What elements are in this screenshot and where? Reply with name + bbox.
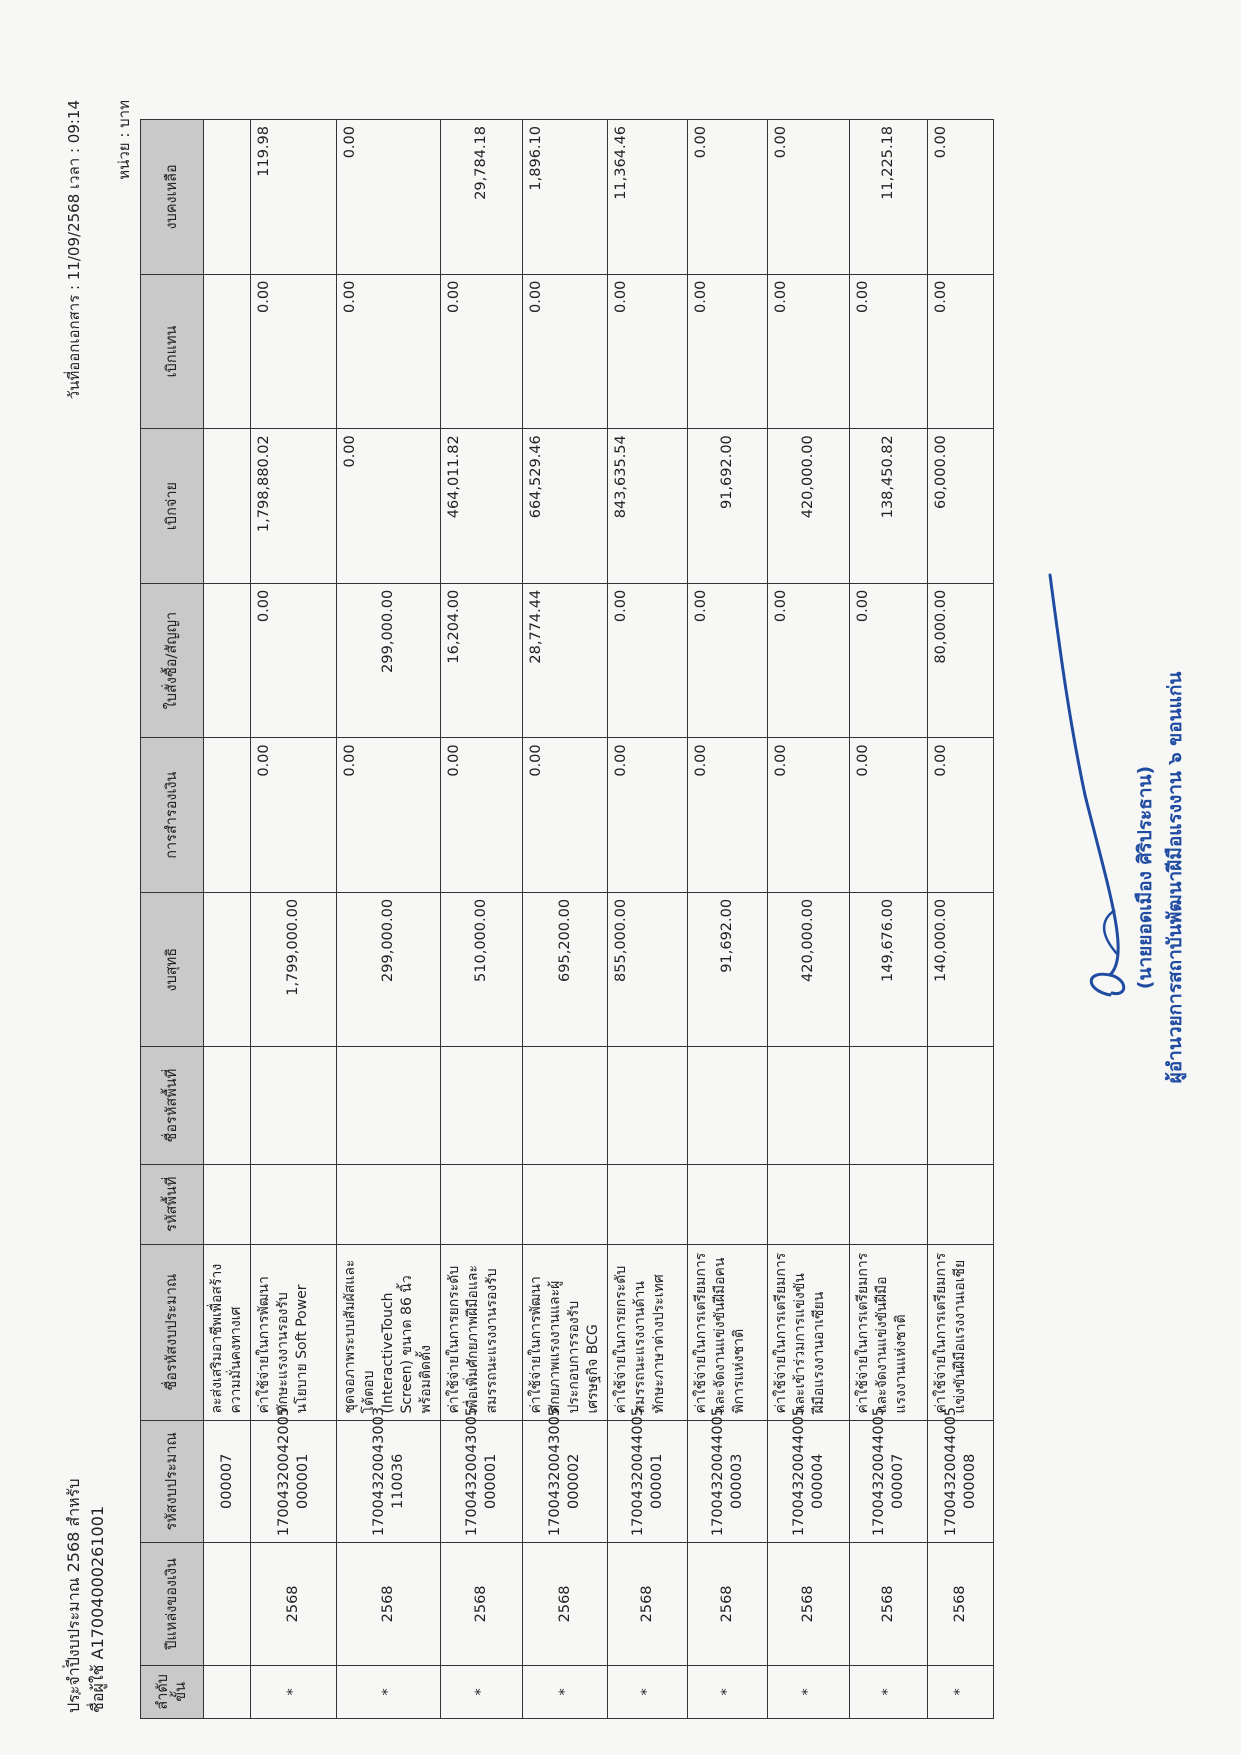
col-header-net-budget: งบสุทธิ <box>141 892 204 1047</box>
disbursed-cell: 138,450.82 <box>850 429 928 584</box>
reserve-cell: 0.00 <box>688 738 768 893</box>
row-marker: * <box>523 1665 608 1718</box>
budget-code-cell: 17004320042005 000001 <box>251 1420 337 1543</box>
disbursed-cell: 843,635.54 <box>608 429 688 584</box>
balance-cell: 0.00 <box>688 120 768 275</box>
area-name-cell <box>850 1047 928 1164</box>
area-name-cell <box>928 1047 994 1164</box>
balance-cell: 11,225.18 <box>850 120 928 275</box>
col-header-substitute: เบิกแทน <box>141 274 204 429</box>
substitute-cell: 0.00 <box>928 274 994 429</box>
row-marker: * <box>608 1665 688 1718</box>
balance-cell: 0.00 <box>928 120 994 275</box>
user-id-line: ชื่อผู้ใช้ A17004000261001 <box>88 1505 107 1713</box>
po-cell: 0.00 <box>251 583 337 738</box>
table-row <box>850 120 928 1719</box>
balance-cell: 1,896.10 <box>523 120 608 275</box>
po-cell: 299,000.00 <box>337 583 441 738</box>
area-name-cell <box>768 1047 850 1164</box>
col-header-area-code: รหัสพื้นที่ <box>141 1164 204 1244</box>
disbursed-cell: 60,000.00 <box>928 429 994 584</box>
budget-name-cell: ค่าใช้จ่ายในการพัฒนาทักษะแรงงานรองรับนโยบาย Soft Power <box>251 1244 337 1420</box>
year-cell: 2568 <box>251 1543 337 1666</box>
area-name-cell <box>251 1047 337 1164</box>
col-header-po: ใบสั่งซื้อ/สัญญา <box>141 583 204 738</box>
table-row <box>441 120 523 1719</box>
document-date: วันที่ออกเอกสาร : 11/09/2568 เวลา : 09:14 <box>65 100 83 400</box>
budget-code-cell: 17004320044005 000008 <box>928 1420 994 1543</box>
net-budget-cell: 91,692.00 <box>688 892 768 1047</box>
balance-cell: 11,364.46 <box>608 120 688 275</box>
area-code-cell <box>688 1164 768 1244</box>
substitute-cell: 0.00 <box>768 274 850 429</box>
budget-table <box>140 119 994 1719</box>
reserve-cell: 0.00 <box>337 738 441 893</box>
year-cell: 2568 <box>768 1543 850 1666</box>
area-code-cell <box>251 1164 337 1244</box>
reserve-cell: 0.00 <box>608 738 688 893</box>
area-name-cell <box>608 1047 688 1164</box>
disbursed-cell: 0.00 <box>337 429 441 584</box>
balance-cell: 119.98 <box>251 120 337 275</box>
budget-name-cell: ค่าใช้จ่ายในการเตรียมการและจัดงานแข่งขันฝีมือแรงงานแห่งชาติ <box>850 1244 928 1420</box>
area-code-cell <box>523 1164 608 1244</box>
disbursed-cell: 664,529.46 <box>523 429 608 584</box>
row-marker: * <box>688 1665 768 1718</box>
year-cell: 2568 <box>850 1543 928 1666</box>
col-header-year: ปีแหล่งของเงิน <box>141 1543 204 1666</box>
budget-name-cell: ค่าใช้จ่ายในการยกระดับเพื่อเพิ่มศักยภาพฝีมือและสมรรถนะแรงงานรองรับ <box>441 1244 523 1420</box>
substitute-cell: 0.00 <box>688 274 768 429</box>
signer-title: ผู้อำนวยการสถาบันพัฒนาฝีมือแรงงาน ๖ ขอนแก่น <box>1164 671 1186 1084</box>
col-header-budget-code: รหัสงบประมาณ <box>141 1420 204 1543</box>
balance-cell: 29,784.18 <box>441 120 523 275</box>
disbursed-cell: 464,011.82 <box>441 429 523 584</box>
col-header-balance: งบคงเหลือ <box>141 120 204 275</box>
table-row <box>608 120 688 1719</box>
net-budget-cell: 420,000.00 <box>768 892 850 1047</box>
substitute-cell: 0.00 <box>251 274 337 429</box>
col-header-budget-name: ชื่อรหัสงบประมาณ <box>141 1244 204 1420</box>
signature-block <box>1130 0 1190 1755</box>
budget-name-cell: ค่าใช้จ่ายในการเตรียมการและจัดงานแข่งขันฝีมือคนพิการแห่งชาติ <box>688 1244 768 1420</box>
row-marker: * <box>928 1665 994 1718</box>
po-cell: 0.00 <box>850 583 928 738</box>
po-cell: 0.00 <box>608 583 688 738</box>
table-row <box>688 120 768 1719</box>
net-budget-cell: 855,000.00 <box>608 892 688 1047</box>
area-name-cell <box>337 1047 441 1164</box>
po-cell: 80,000.00 <box>928 583 994 738</box>
budget-code-cell: 17004320044005 000003 <box>688 1420 768 1543</box>
year-cell: 2568 <box>928 1543 994 1666</box>
table-row <box>928 120 994 1719</box>
fiscal-year-line: ประจำปีงบประมาณ 2568 สำหรับ <box>64 1478 83 1713</box>
net-budget-cell: 299,000.00 <box>337 892 441 1047</box>
area-code-cell <box>337 1164 441 1244</box>
budget-code-cell: 17004320043005 000001 <box>441 1420 523 1543</box>
area-code-cell <box>441 1164 523 1244</box>
budget-name-cell: ค่าใช้จ่ายในการเตรียมการแข่งขันฝีมือแรงงานเอเชีย <box>928 1244 994 1420</box>
net-budget-cell: 1,799,000.00 <box>251 892 337 1047</box>
col-header-area-name: ชื่อรหัสพื้นที่ <box>141 1047 204 1164</box>
disbursed-cell: 1,798,880.02 <box>251 429 337 584</box>
disbursed-cell: 91,692.00 <box>688 429 768 584</box>
col-header-order: ลำดับขั้น <box>141 1665 204 1718</box>
table-row <box>337 120 441 1719</box>
balance-cell: 0.00 <box>337 120 441 275</box>
area-name-cell <box>441 1047 523 1164</box>
area-code-cell <box>608 1164 688 1244</box>
po-cell: 16,204.00 <box>441 583 523 738</box>
budget-code-cell: 000007 <box>204 1420 251 1543</box>
reserve-cell: 0.00 <box>523 738 608 893</box>
reserve-cell: 0.00 <box>850 738 928 893</box>
table-row <box>523 120 608 1719</box>
year-cell: 2568 <box>523 1543 608 1666</box>
row-marker: * <box>768 1665 850 1718</box>
year-cell: 2568 <box>337 1543 441 1666</box>
budget-name-cell: ชุดจอภาพระบบสัมผัสและโต้ตอบ (InteractiveTouch Screen) ขนาด 86 นิ้ว พร้อมติดตั้ง <box>337 1244 441 1420</box>
budget-code-cell: 17004320044005 000001 <box>608 1420 688 1543</box>
substitute-cell: 0.00 <box>608 274 688 429</box>
reserve-cell: 0.00 <box>768 738 850 893</box>
reserve-cell: 0.00 <box>928 738 994 893</box>
report-header-right <box>62 100 86 399</box>
table-row <box>768 120 850 1719</box>
disbursed-cell: 420,000.00 <box>768 429 850 584</box>
substitute-cell: 0.00 <box>523 274 608 429</box>
budget-name-cell: ละส่งเสริมอาชีพเพื่อสร้างความมั่นคงทางเศ <box>204 1244 251 1420</box>
unit-label: หน่วย : บาท <box>115 100 133 180</box>
budget-code-cell: 17004320044005 000007 <box>850 1420 928 1543</box>
substitute-cell: 0.00 <box>337 274 441 429</box>
row-marker: * <box>441 1665 523 1718</box>
area-code-cell <box>850 1164 928 1244</box>
net-budget-cell: 149,676.00 <box>850 892 928 1047</box>
net-budget-cell: 695,200.00 <box>523 892 608 1047</box>
col-header-disbursed: เบิกจ่าย <box>141 429 204 584</box>
area-code-cell <box>928 1164 994 1244</box>
po-cell: 0.00 <box>688 583 768 738</box>
year-cell: 2568 <box>688 1543 768 1666</box>
po-cell: 28,774.44 <box>523 583 608 738</box>
balance-cell: 0.00 <box>768 120 850 275</box>
area-name-cell <box>688 1047 768 1164</box>
year-cell: 2568 <box>608 1543 688 1666</box>
budget-name-cell: ค่าใช้จ่ายในการยกระดับสมรรถนะแรงงานด้านทักษะภาษาต่างประเทศ <box>608 1244 688 1420</box>
budget-code-cell: 17004320043005 000002 <box>523 1420 608 1543</box>
row-marker: * <box>251 1665 337 1718</box>
budget-name-cell: ค่าใช้จ่ายในการพัฒนาศักยภาพแรงงานและผู้ประกอบการรองรับเศรษฐกิจ BCG <box>523 1244 608 1420</box>
row-marker: * <box>337 1665 441 1718</box>
table-row <box>251 120 337 1719</box>
net-budget-cell: 510,000.00 <box>441 892 523 1047</box>
reserve-cell: 0.00 <box>251 738 337 893</box>
substitute-cell: 0.00 <box>850 274 928 429</box>
reserve-cell: 0.00 <box>441 738 523 893</box>
report-header-left <box>62 1479 110 1713</box>
net-budget-cell: 140,000.00 <box>928 892 994 1047</box>
table-header-row <box>141 120 204 1719</box>
budget-name-cell: ค่าใช้จ่ายในการเตรียมการและเข้าร่วมการแข่งขันฝีมือแรงงานอาเซียน <box>768 1244 850 1420</box>
area-name-cell <box>523 1047 608 1164</box>
substitute-cell: 0.00 <box>441 274 523 429</box>
table-row-continued <box>204 120 251 1719</box>
budget-code-cell: 17004320043003 110036 <box>337 1420 441 1543</box>
area-code-cell <box>768 1164 850 1244</box>
signer-name: (นายยอดเมือง ศิริประธาน) <box>1134 765 1156 990</box>
year-cell: 2568 <box>441 1543 523 1666</box>
col-header-reserve: การสำรองเงิน <box>141 738 204 893</box>
budget-code-cell: 17004320044005 000004 <box>768 1420 850 1543</box>
po-cell: 0.00 <box>768 583 850 738</box>
row-marker: * <box>850 1665 928 1718</box>
